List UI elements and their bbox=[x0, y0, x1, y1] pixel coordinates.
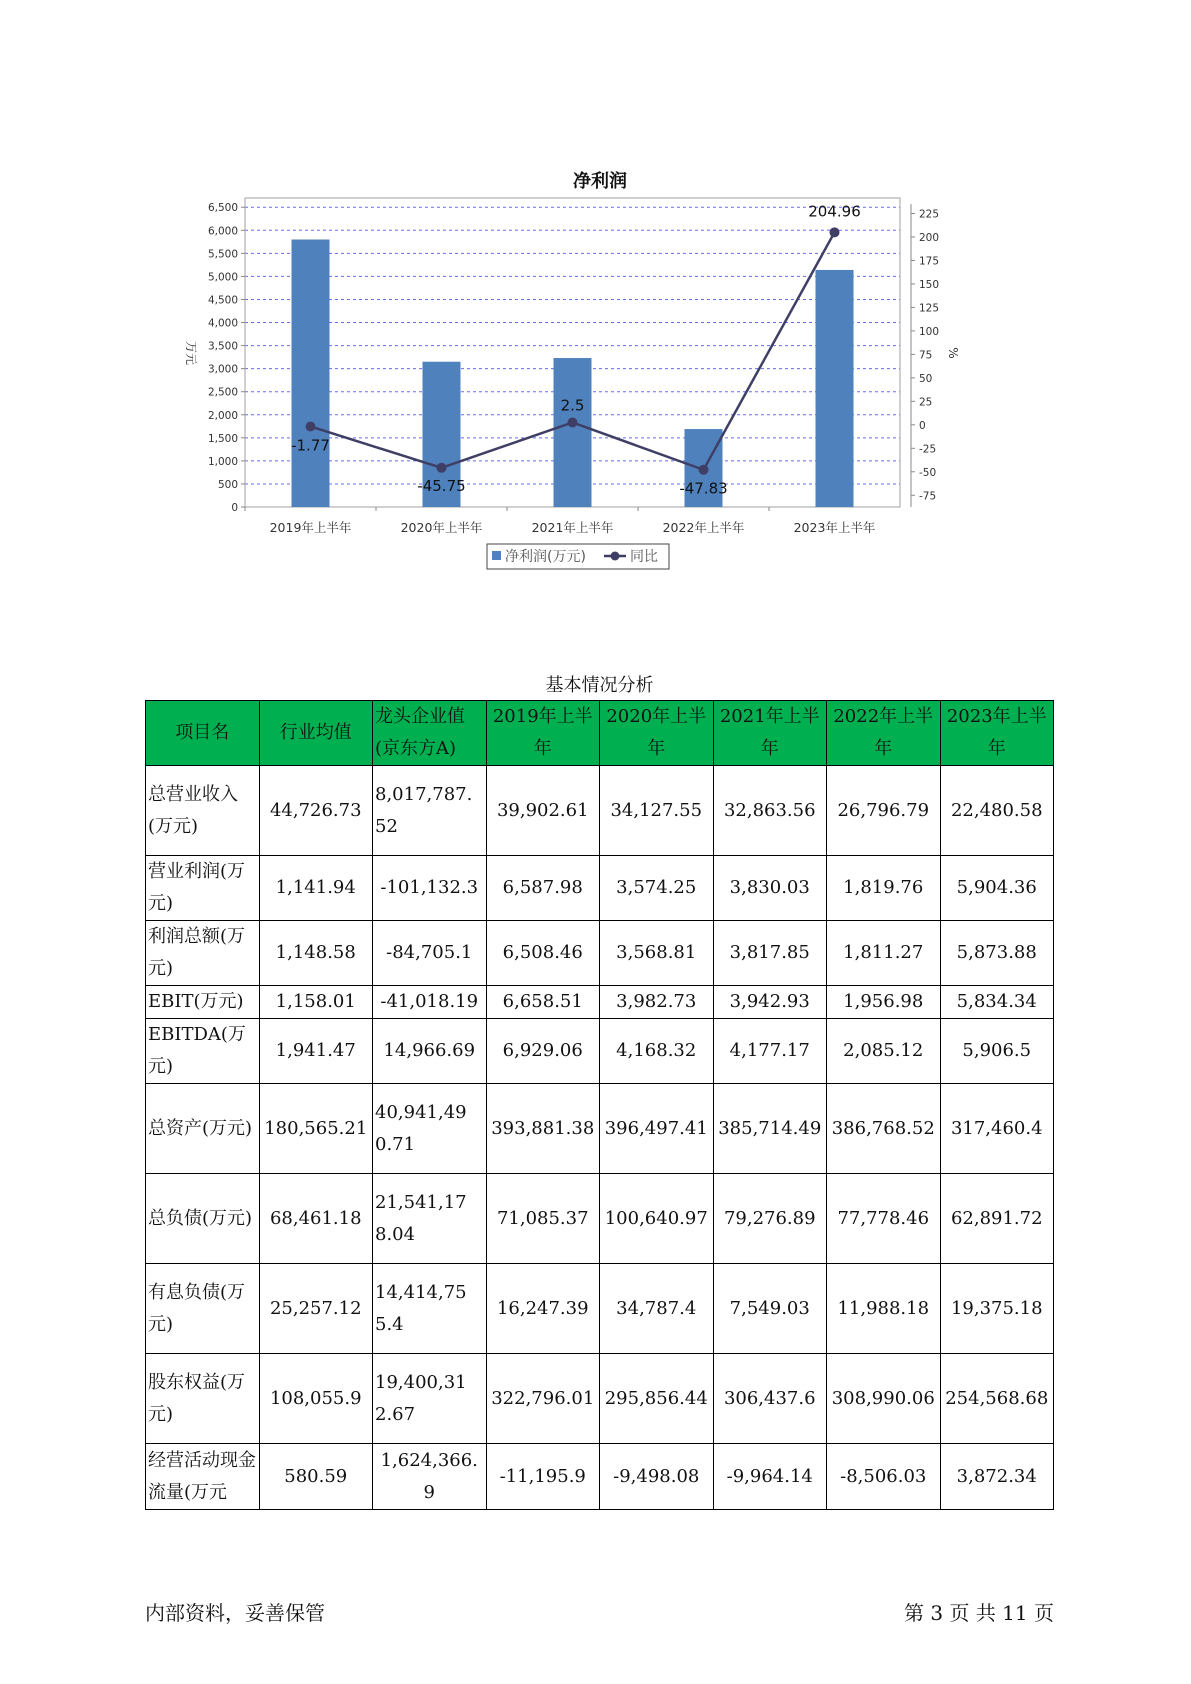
y-tick-label: 0 bbox=[231, 502, 238, 514]
table-cell: 14,966.69 bbox=[373, 1019, 487, 1084]
table-cell: -9,964.14 bbox=[713, 1444, 827, 1510]
row-label: 经营活动现金流量(万元 bbox=[146, 1444, 260, 1510]
table-cell: 180,565.21 bbox=[259, 1084, 373, 1174]
table-cell: 308,990.06 bbox=[827, 1354, 941, 1444]
table-cell: 393,881.38 bbox=[486, 1084, 600, 1174]
table-cell: 1,624,366.9 bbox=[373, 1444, 487, 1510]
table-cell: 3,568.81 bbox=[600, 921, 714, 986]
y2-tick-label: 100 bbox=[919, 325, 940, 338]
row-label: 有息负债(万元) bbox=[146, 1264, 260, 1354]
table-cell: -9,498.08 bbox=[600, 1444, 714, 1510]
table-row bbox=[146, 921, 1054, 986]
footer-confidential-note: 内部资料，妥善保管 bbox=[145, 1601, 325, 1625]
data-label: -1.77 bbox=[291, 436, 330, 455]
table-cell: 386,768.52 bbox=[827, 1084, 941, 1174]
y2-axis-label: % bbox=[946, 347, 960, 359]
data-label: -47.83 bbox=[679, 479, 728, 498]
table-cell: -41,018.19 bbox=[373, 986, 487, 1019]
table-cell: 1,811.27 bbox=[827, 921, 941, 986]
table-cell: 3,830.03 bbox=[713, 856, 827, 921]
y-tick-label: 1,500 bbox=[207, 432, 238, 445]
data-label: 2.5 bbox=[560, 396, 585, 415]
table-cell: 6,587.98 bbox=[486, 856, 600, 921]
table-cell: 7,549.03 bbox=[713, 1264, 827, 1354]
table-cell: 5,904.36 bbox=[940, 856, 1054, 921]
row-label: 总负债(万元) bbox=[146, 1174, 260, 1264]
x-tick-label: 2023年上半年 bbox=[793, 520, 876, 535]
y-tick-label: 6,000 bbox=[207, 225, 238, 238]
y2-tick-label: 25 bbox=[919, 396, 933, 409]
table-cell: 19,375.18 bbox=[940, 1264, 1054, 1354]
row-label: 总资产(万元) bbox=[146, 1084, 260, 1174]
table-cell: 4,168.32 bbox=[600, 1019, 714, 1084]
table-cell: 2,085.12 bbox=[827, 1019, 941, 1084]
table-cell: 1,941.47 bbox=[259, 1019, 373, 1084]
line-point bbox=[568, 417, 578, 427]
x-tick-label: 2019年上半年 bbox=[269, 520, 352, 535]
y2-tick-label: 150 bbox=[919, 278, 940, 291]
table-cell: 3,872.34 bbox=[940, 1444, 1054, 1510]
y-tick-label: 3,500 bbox=[207, 340, 238, 353]
footer-page-number: 第 3 页 共 11 页 bbox=[904, 1601, 1054, 1625]
table-cell: 6,508.46 bbox=[486, 921, 600, 986]
line-point bbox=[699, 465, 709, 475]
y-tick-label: 3,000 bbox=[207, 363, 238, 376]
x-axis-ticks bbox=[245, 507, 875, 535]
table-row bbox=[146, 1444, 1054, 1510]
y-tick-label: 4,000 bbox=[207, 317, 238, 330]
table-cell: 62,891.72 bbox=[940, 1174, 1054, 1264]
table-cell: 1,819.76 bbox=[827, 856, 941, 921]
table-row bbox=[146, 1019, 1054, 1084]
y2-tick-label: -25 bbox=[919, 443, 937, 456]
table-row bbox=[146, 1354, 1054, 1444]
table-cell: 1,158.01 bbox=[259, 986, 373, 1019]
chart-legend bbox=[487, 544, 669, 569]
table-cell: -84,705.1 bbox=[373, 921, 487, 986]
table-cell: 580.59 bbox=[259, 1444, 373, 1510]
table-cell: 5,873.88 bbox=[940, 921, 1054, 986]
table-cell: 34,787.4 bbox=[600, 1264, 714, 1354]
table-cell: 100,640.97 bbox=[600, 1174, 714, 1264]
bar bbox=[292, 240, 330, 507]
table-cell: 39,902.61 bbox=[486, 766, 600, 856]
column-header: 2023年上半年 bbox=[940, 701, 1054, 766]
row-label: EBITDA(万元) bbox=[146, 1019, 260, 1084]
table-cell: 25,257.12 bbox=[259, 1264, 373, 1354]
table-cell: 1,956.98 bbox=[827, 986, 941, 1019]
row-label: 营业利润(万元) bbox=[146, 856, 260, 921]
y2-tick-label: 0 bbox=[919, 419, 926, 432]
x-tick-label: 2021年上半年 bbox=[531, 520, 614, 535]
table-cell: 77,778.46 bbox=[827, 1174, 941, 1264]
x-tick-label: 2020年上半年 bbox=[400, 520, 483, 535]
table-cell: 68,461.18 bbox=[259, 1174, 373, 1264]
table-cell: 385,714.49 bbox=[713, 1084, 827, 1174]
column-header: 2019年上半年 bbox=[486, 701, 600, 766]
table-cell: 22,480.58 bbox=[940, 766, 1054, 856]
y2-tick-label: 225 bbox=[919, 208, 940, 221]
table-cell: 3,817.85 bbox=[713, 921, 827, 986]
line-point bbox=[437, 463, 447, 473]
legend-bar-label: 净利润(万元) bbox=[505, 549, 586, 565]
table-cell: 40,941,490.71 bbox=[373, 1084, 487, 1174]
table-cell: 19,400,312.67 bbox=[373, 1354, 487, 1444]
table-cell: 3,942.93 bbox=[713, 986, 827, 1019]
y2-tick-label: 175 bbox=[919, 255, 940, 268]
y-tick-label: 2,000 bbox=[207, 409, 238, 422]
table-cell: 8,017,787.52 bbox=[373, 766, 487, 856]
y2-tick-label: 75 bbox=[919, 349, 933, 362]
table-cell: -101,132.3 bbox=[373, 856, 487, 921]
y-axis-label: 万元 bbox=[184, 340, 198, 366]
column-header: 项目名 bbox=[146, 701, 260, 766]
table-cell: 44,726.73 bbox=[259, 766, 373, 856]
data-label: 204.96 bbox=[808, 202, 861, 221]
table-cell: 1,141.94 bbox=[259, 856, 373, 921]
table-cell: -8,506.03 bbox=[827, 1444, 941, 1510]
data-label: -45.75 bbox=[417, 476, 466, 495]
table-cell: 108,055.9 bbox=[259, 1354, 373, 1444]
row-label: EBIT(万元) bbox=[146, 986, 260, 1019]
table-cell: 396,497.41 bbox=[600, 1084, 714, 1174]
basic-analysis-table bbox=[145, 700, 1054, 1510]
y-tick-label: 2,500 bbox=[207, 386, 238, 399]
y-tick-label: 5,500 bbox=[207, 248, 238, 261]
table-cell: 254,568.68 bbox=[940, 1354, 1054, 1444]
row-label: 股东权益(万元) bbox=[146, 1354, 260, 1444]
x-tick-label: 2022年上半年 bbox=[662, 520, 745, 535]
line-point bbox=[306, 421, 316, 431]
table-cell: 306,437.6 bbox=[713, 1354, 827, 1444]
table-row bbox=[146, 766, 1054, 856]
table-cell: 11,988.18 bbox=[827, 1264, 941, 1354]
table-row bbox=[146, 856, 1054, 921]
y-tick-label: 6,500 bbox=[207, 202, 238, 215]
bar bbox=[816, 270, 854, 507]
table-cell: 5,906.5 bbox=[940, 1019, 1054, 1084]
table-row bbox=[146, 1174, 1054, 1264]
table-row bbox=[146, 1264, 1054, 1354]
column-header: 龙头企业值(京东方A) bbox=[373, 701, 487, 766]
row-label: 总营业收入(万元) bbox=[146, 766, 260, 856]
y2-tick-label: 50 bbox=[919, 372, 933, 385]
y2-axis-ticks bbox=[911, 204, 939, 507]
chart-title: 净利润 bbox=[573, 171, 627, 192]
y2-tick-label: -75 bbox=[919, 490, 937, 503]
legend-bar-swatch bbox=[492, 551, 501, 560]
column-header: 2022年上半年 bbox=[827, 701, 941, 766]
table-cell: 295,856.44 bbox=[600, 1354, 714, 1444]
table-cell: 14,414,755.4 bbox=[373, 1264, 487, 1354]
y-tick-label: 500 bbox=[217, 478, 238, 491]
y2-tick-label: 125 bbox=[919, 302, 940, 315]
bar bbox=[554, 358, 592, 507]
table-cell: 1,148.58 bbox=[259, 921, 373, 986]
table-cell: 3,574.25 bbox=[600, 856, 714, 921]
table-cell: 26,796.79 bbox=[827, 766, 941, 856]
column-header: 2021年上半年 bbox=[713, 701, 827, 766]
row-label: 利润总额(万元) bbox=[146, 921, 260, 986]
y2-tick-label: 200 bbox=[919, 231, 940, 244]
table-cell: 322,796.01 bbox=[486, 1354, 600, 1444]
table-cell: 21,541,178.04 bbox=[373, 1174, 487, 1264]
y-axis-ticks bbox=[208, 202, 245, 514]
y-tick-label: 5,000 bbox=[207, 271, 238, 284]
table-row bbox=[146, 1084, 1054, 1174]
column-header: 2020年上半年 bbox=[600, 701, 714, 766]
table-row bbox=[146, 986, 1054, 1019]
net-profit-chart bbox=[160, 150, 1060, 630]
table-caption: 基本情况分析 bbox=[545, 675, 654, 696]
table-cell: 16,247.39 bbox=[486, 1264, 600, 1354]
column-header: 行业均值 bbox=[259, 701, 373, 766]
table-cell: -11,195.9 bbox=[486, 1444, 600, 1510]
table-cell: 4,177.17 bbox=[713, 1019, 827, 1084]
table-cell: 79,276.89 bbox=[713, 1174, 827, 1264]
table-header-row bbox=[146, 701, 1054, 766]
table-cell: 317,460.4 bbox=[940, 1084, 1054, 1174]
legend-line-label: 同比 bbox=[630, 549, 658, 565]
table-cell: 32,863.56 bbox=[713, 766, 827, 856]
legend-line-marker bbox=[611, 552, 620, 561]
y2-tick-label: -50 bbox=[919, 466, 937, 479]
table-cell: 6,658.51 bbox=[486, 986, 600, 1019]
table-cell: 71,085.37 bbox=[486, 1174, 600, 1264]
bar-series bbox=[292, 240, 854, 507]
table-cell: 6,929.06 bbox=[486, 1019, 600, 1084]
line-point bbox=[830, 227, 840, 237]
table-cell: 34,127.55 bbox=[600, 766, 714, 856]
table-cell: 3,982.73 bbox=[600, 986, 714, 1019]
y-tick-label: 4,500 bbox=[207, 294, 238, 307]
table-cell: 5,834.34 bbox=[940, 986, 1054, 1019]
y-tick-label: 1,000 bbox=[207, 455, 238, 468]
